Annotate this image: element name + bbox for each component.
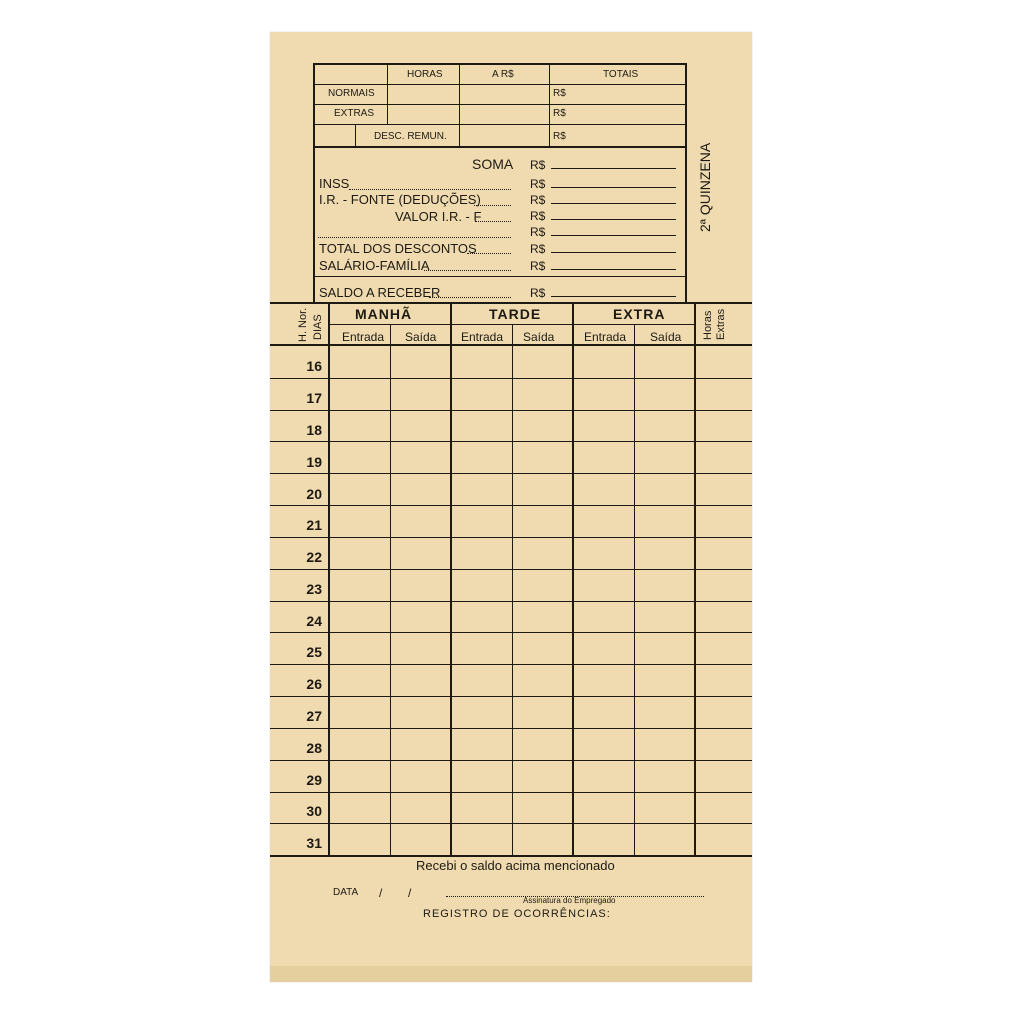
day-26: 26	[306, 676, 322, 692]
manha-entrada: Entrada	[342, 330, 385, 344]
inss-label: INSS	[319, 176, 350, 191]
ir-fonte-label: I.R. - FONTE (DEDUÇÕES)	[319, 192, 481, 207]
rs-valor-ir: R$	[530, 209, 546, 223]
day-30: 30	[306, 803, 322, 819]
day-31: 31	[306, 835, 322, 851]
day-23: 23	[306, 581, 322, 597]
day-16: 16	[306, 358, 322, 374]
signature-caption: Assinatura do Empregado	[523, 896, 616, 905]
row-label-extras: EXTRAS	[334, 108, 375, 119]
total-descontos-label: TOTAL DOS DESCONTOS	[319, 241, 477, 256]
day-19: 19	[306, 454, 322, 470]
rs-salario-familia: R$	[530, 259, 546, 273]
extra-entrada: Entrada	[584, 330, 627, 344]
group-manha: MANHÃ	[355, 306, 413, 322]
registro-ocorrencias: REGISTRO DE OCORRÊNCIAS:	[423, 908, 611, 920]
header-dias: DIAS	[312, 314, 324, 340]
soma-label: SOMA	[472, 156, 514, 172]
totais-rs-desc: R$	[553, 131, 566, 142]
totais-rs-normais: R$	[553, 88, 566, 99]
header-extras: Extras	[715, 308, 727, 340]
header-a-rs: A R$	[492, 69, 514, 80]
valor-ir-label: VALOR I.R. - F	[395, 209, 482, 224]
tarde-entrada: Entrada	[461, 330, 504, 344]
day-17: 17	[306, 390, 322, 406]
rs-blank: R$	[530, 225, 546, 239]
header-hnor: H. Nor.	[297, 307, 309, 342]
day-20: 20	[306, 486, 322, 502]
rs-saldo-receber: R$	[530, 286, 546, 300]
timecard-bottom-edge	[270, 966, 752, 982]
tarde-saida: Saída	[523, 330, 555, 344]
timecard	[270, 32, 752, 982]
extra-saida: Saída	[650, 330, 682, 344]
day-28: 28	[306, 740, 322, 756]
rs-ir-fonte: R$	[530, 193, 546, 207]
day-18: 18	[306, 422, 322, 438]
salario-familia-label: SALÁRIO-FAMÍLIA	[319, 258, 430, 273]
day-25: 25	[306, 644, 322, 660]
day-24: 24	[306, 613, 322, 629]
period-label: 2ª QUINZENA	[697, 142, 713, 232]
totais-rs-extras: R$	[553, 108, 566, 119]
date-slash-1: /	[379, 886, 383, 900]
header-horas: Horas	[702, 310, 714, 340]
day-22: 22	[306, 549, 322, 565]
date-slash-2: /	[408, 886, 412, 900]
day-29: 29	[306, 772, 322, 788]
row-label-desc-remun: DESC. REMUN.	[374, 131, 447, 142]
row-label-normais: NORMAIS	[328, 88, 375, 99]
rs-total-descontos: R$	[530, 242, 546, 256]
group-extra: EXTRA	[613, 306, 666, 322]
header-horas: HORAS	[407, 69, 443, 80]
manha-saida: Saída	[405, 330, 437, 344]
group-tarde: TARDE	[489, 306, 542, 322]
day-27: 27	[306, 708, 322, 724]
saldo-receber-label: SALDO A RECEBER	[319, 285, 441, 300]
received-statement: Recebi o saldo acima mencionado	[416, 858, 615, 873]
rs-soma: R$	[530, 158, 546, 172]
day-21: 21	[306, 517, 322, 533]
header-totais: TOTAIS	[603, 69, 639, 80]
data-label: DATA	[333, 887, 359, 898]
rs-inss: R$	[530, 177, 546, 191]
